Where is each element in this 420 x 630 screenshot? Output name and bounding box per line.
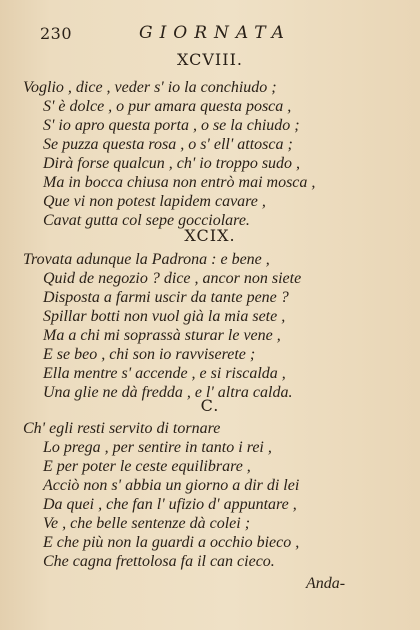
stanza-c bbox=[0, 419, 420, 571]
verse-line: E per poter le ceste equilibrare , bbox=[43, 458, 251, 475]
verse-line: Acciò non s' abbia un giorno a dir di lei bbox=[43, 477, 300, 494]
verse-line: Dirà forse qualcun , ch' io troppo sudo , bbox=[43, 155, 301, 172]
verse-line: E se beo , chi son io ravviserete ; bbox=[43, 346, 256, 363]
verse-line: Quid de negozio ? dice , ancor non siete bbox=[43, 270, 302, 287]
verse-line: Que vi non potest lapidem cavare , bbox=[43, 193, 266, 210]
stanza-xcix bbox=[0, 250, 420, 402]
verse-line: E che più non la guardi a occhio bieco , bbox=[43, 534, 300, 551]
verse-line: Cavat gutta col sepe gocciolare. bbox=[43, 212, 250, 229]
verse-line: Ma in bocca chiusa non entrò mai mosca , bbox=[43, 174, 316, 191]
verse-line: Voglio , dice , veder s' io la conchiudo ; bbox=[23, 79, 277, 96]
verse-line: Ve , che belle sentenze dà colei ; bbox=[43, 515, 251, 532]
verse-line: S' io apro questa porta , o se la chiudo ; bbox=[43, 117, 300, 134]
page-number: 230 bbox=[40, 24, 73, 43]
verse-line: Lo prega , per sentire in tanto i rei , bbox=[43, 439, 272, 456]
section-title-xcix: XCIX. bbox=[184, 226, 236, 245]
verse-line: Ella mentre s' accende , e si riscalda , bbox=[43, 365, 286, 382]
section-title-xcviii: XCVIII. bbox=[177, 50, 243, 69]
section-title-c: C. bbox=[200, 396, 220, 415]
verse-line: Se puzza questa rosa , o s' ell' attosca ; bbox=[43, 136, 293, 153]
verse-line: S' è dolce , o pur amara questa posca , bbox=[43, 98, 292, 115]
stanza-xcviii bbox=[0, 78, 420, 230]
catchword: Anda- bbox=[306, 575, 346, 592]
running-head: GIORNATA bbox=[139, 23, 291, 43]
verse-line: Ch' egli resti servito di tornare bbox=[23, 420, 221, 437]
verse-line: Ma a chi mi soprassà sturar le vene , bbox=[43, 327, 281, 344]
verse-line: Disposta a farmi uscir da tante pene ? bbox=[43, 289, 289, 306]
verse-line: Una glie ne dà fredda , e l' altra calda. bbox=[43, 384, 293, 401]
verse-line: Trovata adunque la Padrona : e bene , bbox=[23, 251, 270, 268]
verse-line: Da quei , che fan l' ufizio d' appuntare , bbox=[43, 496, 297, 513]
verse-line: Spillar botti non vuol già la mia sete , bbox=[43, 308, 286, 325]
verse-line: Che cagna frettolosa fa il can cieco. bbox=[43, 553, 275, 570]
